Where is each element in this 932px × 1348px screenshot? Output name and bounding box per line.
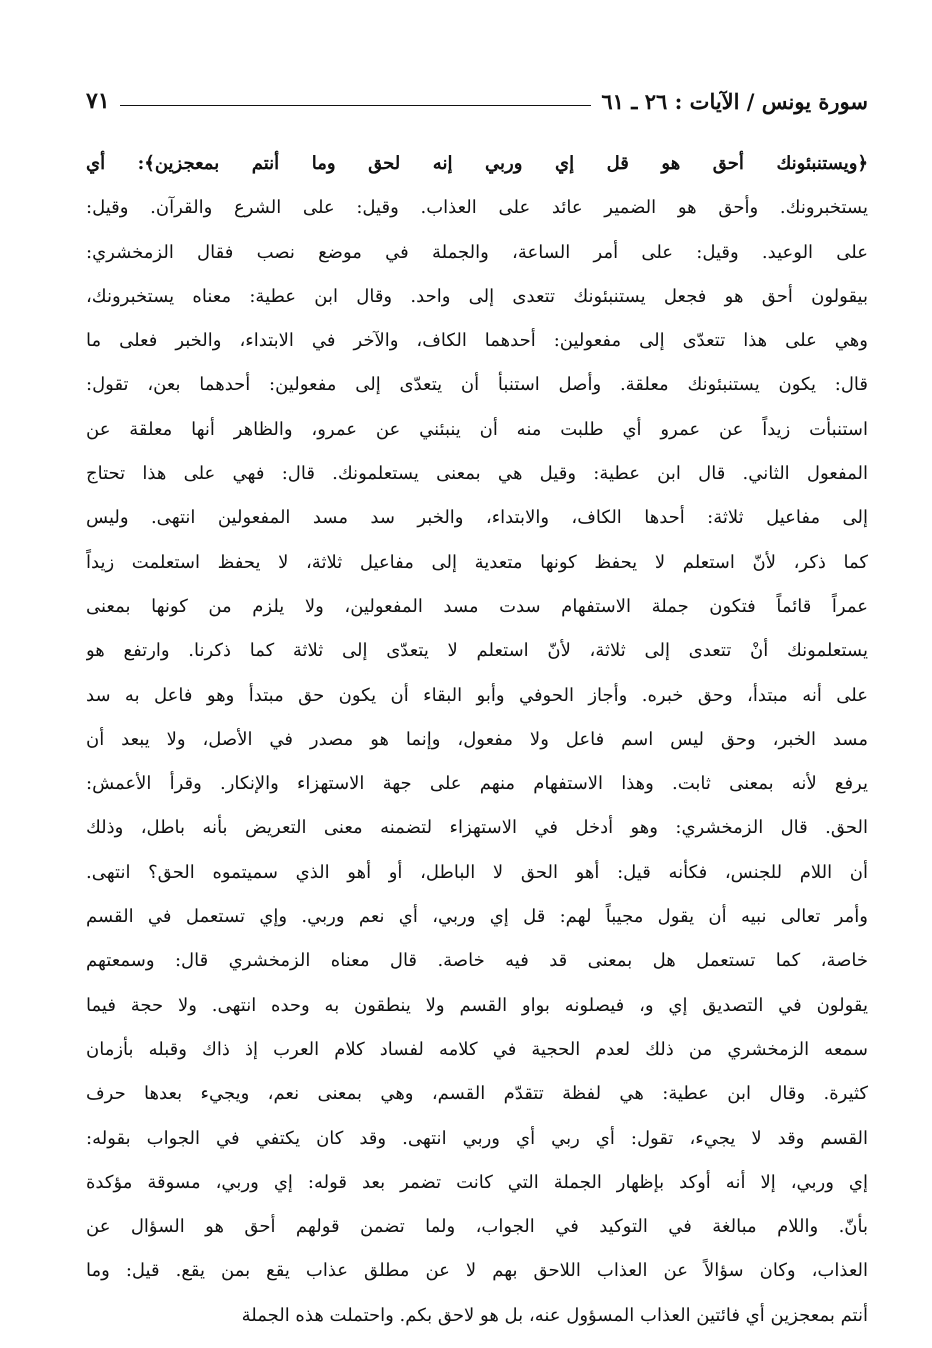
text-line: يرفع لأنه بمعنى ثابت. وهذا الاستفهام منهم على جهة الاستهزاء والإنكار. وقرأ الأعمش: xyxy=(86,773,868,795)
text-line: وهي على هذا تتعدّى إلى مفعولين: أحدهما الكاف، والآخر في الابتداء، والخبر فعلى ما xyxy=(86,330,868,352)
page-number: ٧١ xyxy=(86,88,110,114)
text-line: إلى مفاعيل ثلاثة: أحدها الكاف، والابتداء، والخبر سد مسد المفعولين انتهى. وليس xyxy=(86,507,868,529)
text-line: العذاب، وكان سؤالاً عن العذاب اللاحق بهم لا عن مطلق عذاب يقع بمن يقع. قيل: وما xyxy=(86,1260,868,1282)
text-line: قال: يكون يستنبئونك معلقة. وأصل استنبأ أن يتعدّى إلى مفعولين: أحدهما بعن، تقول: xyxy=(86,374,868,396)
page-header xyxy=(86,84,868,118)
header-rule xyxy=(120,105,592,106)
text-line: إي وربي، إلا أنه أوكد بإظهار الجملة التي كانت تضمر بعد قوله: إي وربي، مسوقة مؤكدة xyxy=(86,1171,868,1193)
text-line: المفعول الثاني. قال ابن عطية: وقيل هي بمعنى يستعلمونك. قال: فهي على هذا تحتاج xyxy=(86,463,868,485)
text-line: يقولون في التصديق إي و، فيصلونه بواو القسم ولا ينطقون به وحده انتهى. ولا حجة فيما xyxy=(86,994,868,1016)
text-line: يستخبرونك. وأحق هو الضمير عائد على العذاب. وقيل: على الشرع والقرآن. وقيل: xyxy=(86,197,868,219)
text-line: سمعه الزمخشري من ذلك لعدم الحجية في كلامه لفساد كلام العرب إذ ذاك وقبله بأزمان xyxy=(86,1038,868,1060)
text-line: يستعلمونك أنْ تتعدى إلى ثلاثة، لأنّ استعلم لا يتعدّى إلى ثلاثة كما ذكرنا. وارتفع هو xyxy=(86,640,868,662)
text-line: على أنه مبتدأ، وحق خبره. وأجاز الحوفي وأبو البقاء أن يكون حق مبتدأ وهو فاعل به سد xyxy=(86,684,868,706)
text-line: القسم وقد لا يجيء، تقول: أي ربي أي وربي انتهى. وقد كان يكتفي في الجواب بقوله: xyxy=(86,1127,868,1149)
text-line: استنبأت زيداً عن عمرو أي طلبت منه أن ينبئني عن عمرو، والظاهر أنها معلقة عن xyxy=(86,418,868,440)
text-line: الحق. قال الزمخشري: وهو أدخل في الاستهزاء لتضمنه معنى التعريض بأنه باطل، وذلك xyxy=(86,817,868,839)
running-title: سورة يونس / الآيات : ٢٦ ـ ٦١ xyxy=(601,88,868,114)
body-text xyxy=(86,142,868,1338)
text-line: كما ذكر، لأنّ استعلم لا يحفظ كونها متعدية إلى مفاعيل ثلاثة، لا يحفظ استعلمت زيداً xyxy=(86,551,868,573)
text-line: أنتم بمعجزين أي فائتين العذاب المسؤول عنه، بل هو لاحق بكم. واحتملت هذه الجملة xyxy=(241,1304,868,1326)
text-line: ﴿ويستنبئونك أحق هو قل إي وربي إنه لحق وما أنتم بمعجزين﴾: أي xyxy=(86,153,868,174)
text-line: أن اللام للجنس، فكأنه قيل: أهو الحق لا الباطل، أو أهو الذي سميتموه الحق؟ انتهى. xyxy=(86,861,868,883)
text-line: مسد الخبر، وحق ليس اسم فاعل ولا مفعول، وإنما هو مصدر في الأصل، ولا يبعد أن xyxy=(86,728,868,750)
text-line: بأنّ. واللام مبالغة في التوكيد في الجواب، ولما تضمن قولهم أحق هو السؤال عن xyxy=(86,1216,868,1238)
text-line: كثيرة. وقال ابن عطية: هي لفظة تتقدّم القسم، وهي بمعنى نعم، ويجيء بعدها حرف xyxy=(86,1083,868,1105)
text-line: بيقولون أحق هو فجعل يستنبئونك تتعدى إلى واحد. وقال ابن عطية: معناه يستخبرونك، xyxy=(86,285,868,307)
text-line: وأمر تعالى نبيه أن يقول مجيباً لهم: قل إي وربي، أي نعم وربي. وإي تستعمل في القسم xyxy=(86,906,868,928)
text-line: خاصة، كما تستعمل هل بمعنى قد فيه خاصة. قال معناه الزمخشري قال: وسمعتهم xyxy=(86,950,868,972)
text-line: عمراً قائماً فتكون جملة الاستفهام سدت مسد المفعولين، ولا يلزم من كونها بمعنى xyxy=(86,595,868,617)
text-line: على الوعيد. وقيل: على أمر الساعة، والجملة في موضع نصب فقال الزمخشري: xyxy=(86,241,868,263)
